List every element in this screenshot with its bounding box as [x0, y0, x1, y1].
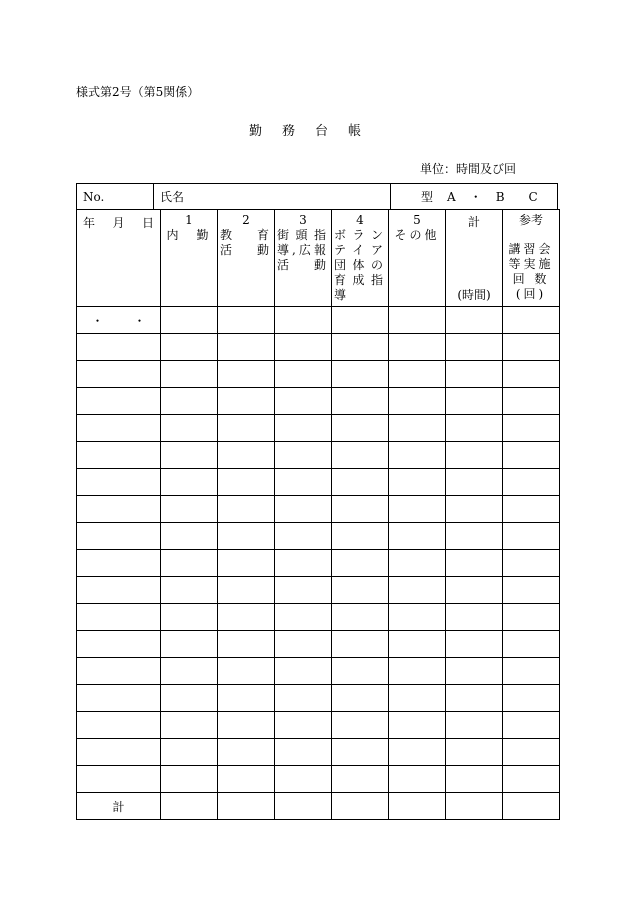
date-separator: ・	[133, 313, 146, 328]
cell[interactable]	[389, 631, 446, 658]
cell[interactable]	[161, 604, 218, 631]
cell[interactable]	[503, 307, 560, 334]
cell[interactable]	[446, 604, 503, 631]
cell[interactable]	[218, 334, 275, 361]
cell[interactable]	[446, 712, 503, 739]
table-row	[77, 523, 560, 550]
cell[interactable]	[332, 712, 389, 739]
header-col-1	[161, 210, 218, 307]
header-total-label: 計	[467, 215, 480, 229]
cell[interactable]	[332, 442, 389, 469]
cell[interactable]	[503, 658, 560, 685]
total-label: 計	[77, 793, 161, 820]
cell[interactable]	[275, 766, 332, 793]
cell[interactable]	[446, 577, 503, 604]
cell[interactable]	[218, 766, 275, 793]
date-cell[interactable]	[77, 766, 161, 793]
total-cell[interactable]	[218, 793, 275, 820]
cell[interactable]	[503, 496, 560, 523]
cell[interactable]	[218, 658, 275, 685]
date-cell[interactable]	[77, 307, 161, 334]
header-col-4-line: 団体の	[334, 258, 386, 272]
total-cell[interactable]	[389, 793, 446, 820]
total-cell[interactable]	[503, 793, 560, 820]
table-row	[77, 388, 560, 415]
cell[interactable]	[332, 631, 389, 658]
cell[interactable]	[275, 685, 332, 712]
date-cell[interactable]	[77, 469, 161, 496]
header-col-5-number: 5	[413, 213, 421, 227]
header-col-5-line: その他	[394, 228, 440, 242]
cell[interactable]	[503, 334, 560, 361]
cell[interactable]	[218, 415, 275, 442]
cell[interactable]	[446, 415, 503, 442]
cell[interactable]	[503, 766, 560, 793]
table-row	[77, 415, 560, 442]
cell[interactable]	[503, 523, 560, 550]
type-label: 型	[421, 190, 434, 204]
cell[interactable]	[446, 523, 503, 550]
number-label: No.	[83, 189, 105, 204]
cell[interactable]	[161, 739, 218, 766]
table-header-row	[77, 210, 560, 307]
cell[interactable]	[161, 550, 218, 577]
cell[interactable]	[332, 604, 389, 631]
header-reference-line: (回)	[515, 287, 547, 301]
cell[interactable]	[218, 442, 275, 469]
table-row	[77, 577, 560, 604]
cell[interactable]	[389, 523, 446, 550]
cell[interactable]	[332, 685, 389, 712]
unit-note: 単位：時間及び回	[420, 162, 517, 176]
date-cell[interactable]	[77, 739, 161, 766]
cell[interactable]	[218, 361, 275, 388]
cell[interactable]	[389, 388, 446, 415]
table-row	[77, 469, 560, 496]
cell[interactable]	[332, 496, 389, 523]
date-cell[interactable]	[77, 361, 161, 388]
header-col-3-line: 活 動	[277, 258, 329, 272]
cell[interactable]	[275, 496, 332, 523]
date-separator: ・	[91, 313, 104, 328]
cell[interactable]	[389, 496, 446, 523]
header-col-3-number: 3	[299, 213, 307, 227]
cell[interactable]	[389, 361, 446, 388]
cell[interactable]	[389, 604, 446, 631]
document-title: 勤務台帳	[248, 124, 381, 139]
form-number: 様式第2号（第5関係）	[76, 85, 200, 99]
date-cell[interactable]	[77, 523, 161, 550]
cell[interactable]	[161, 631, 218, 658]
cell[interactable]	[446, 658, 503, 685]
type-c: C	[528, 189, 538, 204]
cell[interactable]	[275, 307, 332, 334]
type-separator: ・	[469, 190, 482, 204]
header-col-4-line: 育成指	[334, 273, 386, 287]
attendance-sheet	[76, 183, 558, 820]
record-table	[76, 209, 560, 820]
date-cell[interactable]	[77, 685, 161, 712]
header-col-4-line: 導	[334, 288, 350, 302]
cell[interactable]	[332, 388, 389, 415]
header-col-1-line: 内 勤	[166, 228, 212, 242]
cell[interactable]	[389, 766, 446, 793]
table-row	[77, 604, 560, 631]
cell[interactable]	[389, 712, 446, 739]
cell[interactable]	[503, 469, 560, 496]
header-reference-line: 回 数	[512, 272, 550, 286]
table-row	[77, 361, 560, 388]
cell[interactable]	[275, 334, 332, 361]
cell[interactable]	[161, 685, 218, 712]
cell[interactable]	[446, 766, 503, 793]
table-row	[77, 658, 560, 685]
total-cell[interactable]	[275, 793, 332, 820]
number-field[interactable]	[77, 184, 154, 209]
cell[interactable]	[218, 604, 275, 631]
cell[interactable]	[161, 442, 218, 469]
table-row	[77, 739, 560, 766]
cell[interactable]	[503, 712, 560, 739]
header-col-3-line: 導,広報	[277, 243, 329, 257]
header-col-2-line: 教 育	[220, 228, 272, 242]
type-b: B	[495, 189, 505, 204]
cell[interactable]	[446, 361, 503, 388]
header-col-4	[332, 210, 389, 307]
header-col-5	[389, 210, 446, 307]
cell[interactable]	[218, 550, 275, 577]
cell[interactable]	[332, 415, 389, 442]
cell[interactable]	[218, 523, 275, 550]
header-reference-title: 参考	[518, 213, 543, 227]
cell[interactable]	[161, 469, 218, 496]
cell[interactable]	[275, 388, 332, 415]
type-field[interactable]	[391, 184, 557, 209]
cell[interactable]	[446, 469, 503, 496]
date-cell[interactable]	[77, 712, 161, 739]
date-cell[interactable]	[77, 415, 161, 442]
cell[interactable]	[218, 577, 275, 604]
cell[interactable]	[389, 415, 446, 442]
header-reference-line: 等実施	[508, 257, 554, 271]
date-cell[interactable]	[77, 604, 161, 631]
cell[interactable]	[503, 631, 560, 658]
cell[interactable]	[503, 415, 560, 442]
cell[interactable]	[161, 712, 218, 739]
header-col-2-line: 活 動	[220, 243, 272, 257]
cell[interactable]	[446, 388, 503, 415]
table-row	[77, 442, 560, 469]
total-cell[interactable]	[332, 793, 389, 820]
cell[interactable]	[275, 577, 332, 604]
cell[interactable]	[389, 469, 446, 496]
name-label: 氏名	[160, 190, 185, 204]
cell[interactable]	[503, 388, 560, 415]
header-month: 月	[112, 216, 125, 230]
cell[interactable]	[332, 577, 389, 604]
type-a: A	[447, 189, 456, 204]
cell[interactable]	[332, 739, 389, 766]
cell[interactable]	[332, 523, 389, 550]
cell[interactable]	[446, 685, 503, 712]
cell[interactable]	[275, 550, 332, 577]
cell[interactable]	[503, 442, 560, 469]
header-col-4-line: テイア	[334, 243, 386, 257]
cell[interactable]	[218, 712, 275, 739]
table-row	[77, 631, 560, 658]
cell[interactable]	[446, 307, 503, 334]
cell[interactable]	[218, 631, 275, 658]
cell[interactable]	[503, 577, 560, 604]
cell[interactable]	[332, 766, 389, 793]
cell[interactable]	[275, 469, 332, 496]
cell[interactable]	[218, 388, 275, 415]
cell[interactable]	[218, 739, 275, 766]
cell[interactable]	[161, 388, 218, 415]
cell[interactable]	[275, 658, 332, 685]
cell[interactable]	[446, 442, 503, 469]
cell[interactable]	[161, 766, 218, 793]
table-row	[77, 334, 560, 361]
header-year: 年	[83, 216, 96, 230]
cell[interactable]	[275, 523, 332, 550]
cell[interactable]	[161, 334, 218, 361]
cell[interactable]	[332, 361, 389, 388]
header-col-2-number: 2	[242, 213, 250, 227]
table-row	[77, 685, 560, 712]
header-col-3-line: 街頭指	[277, 228, 329, 242]
total-row	[77, 793, 560, 820]
date-cell[interactable]	[77, 550, 161, 577]
header-total-unit: (時間)	[457, 288, 491, 302]
cell[interactable]	[332, 469, 389, 496]
header-col-4-number: 4	[356, 213, 364, 227]
cell[interactable]	[446, 496, 503, 523]
header-date	[77, 210, 161, 307]
cell[interactable]	[389, 307, 446, 334]
cell[interactable]	[389, 739, 446, 766]
cell[interactable]	[332, 550, 389, 577]
date-cell[interactable]	[77, 496, 161, 523]
cell[interactable]	[161, 523, 218, 550]
cell[interactable]	[275, 631, 332, 658]
cell[interactable]	[161, 361, 218, 388]
header-reference	[503, 210, 560, 307]
cell[interactable]	[161, 496, 218, 523]
date-cell[interactable]	[77, 388, 161, 415]
cell[interactable]	[503, 361, 560, 388]
cell[interactable]	[446, 631, 503, 658]
total-cell[interactable]	[161, 793, 218, 820]
info-row	[76, 183, 558, 209]
cell[interactable]	[446, 334, 503, 361]
header-col-1-number: 1	[185, 213, 193, 227]
header-col-2	[218, 210, 275, 307]
cell[interactable]	[275, 415, 332, 442]
cell[interactable]	[275, 604, 332, 631]
cell[interactable]	[275, 712, 332, 739]
date-cell[interactable]	[77, 577, 161, 604]
header-total	[446, 210, 503, 307]
cell[interactable]	[389, 577, 446, 604]
cell[interactable]	[503, 550, 560, 577]
date-cell[interactable]	[77, 631, 161, 658]
cell[interactable]	[161, 415, 218, 442]
cell[interactable]	[218, 685, 275, 712]
date-cell[interactable]	[77, 442, 161, 469]
cell[interactable]	[446, 739, 503, 766]
cell[interactable]	[275, 442, 332, 469]
cell[interactable]	[389, 658, 446, 685]
cell[interactable]	[275, 739, 332, 766]
cell[interactable]	[389, 442, 446, 469]
date-cell[interactable]	[77, 334, 161, 361]
cell[interactable]	[503, 739, 560, 766]
header-col-3	[275, 210, 332, 307]
cell[interactable]	[161, 307, 218, 334]
cell[interactable]	[446, 550, 503, 577]
cell[interactable]	[161, 658, 218, 685]
cell[interactable]	[389, 685, 446, 712]
header-col-4-line: ボラン	[334, 228, 386, 242]
cell[interactable]	[275, 361, 332, 388]
table-row	[77, 766, 560, 793]
cell[interactable]	[389, 334, 446, 361]
total-cell[interactable]	[446, 793, 503, 820]
cell[interactable]	[218, 307, 275, 334]
cell[interactable]	[161, 577, 218, 604]
cell[interactable]	[389, 550, 446, 577]
cell[interactable]	[503, 604, 560, 631]
table-row	[77, 496, 560, 523]
cell[interactable]	[218, 469, 275, 496]
name-field[interactable]	[154, 184, 391, 209]
cell[interactable]	[332, 334, 389, 361]
table-row	[77, 712, 560, 739]
cell[interactable]	[332, 658, 389, 685]
cell[interactable]	[503, 685, 560, 712]
table-row	[77, 307, 560, 334]
header-reference-line: 講習会	[508, 242, 554, 256]
cell[interactable]	[218, 496, 275, 523]
header-day: 日	[141, 216, 154, 230]
date-cell[interactable]	[77, 658, 161, 685]
cell[interactable]	[332, 307, 389, 334]
table-row	[77, 550, 560, 577]
